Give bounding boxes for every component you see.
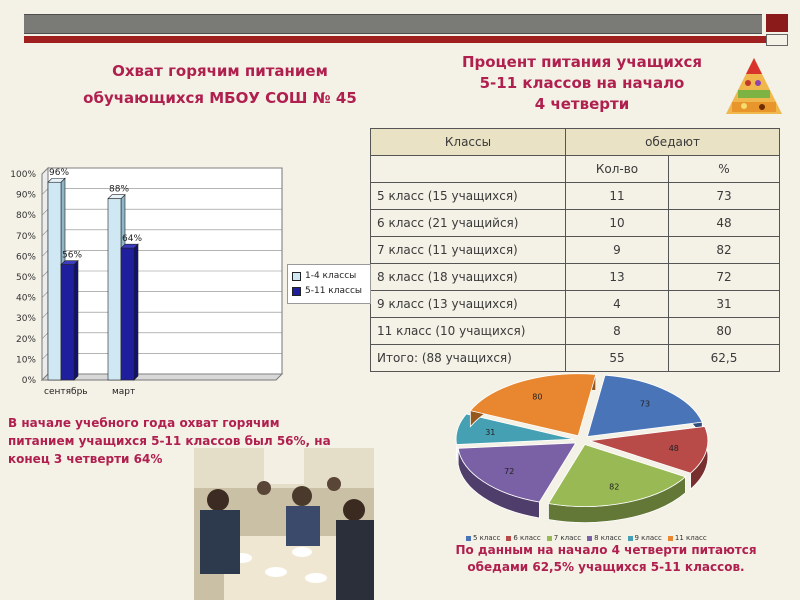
food-pyramid-image [724, 56, 784, 116]
y-tick-label: 80% [15, 211, 36, 222]
pie-legend-item: 8 класс [587, 534, 621, 542]
top-bar-accent [766, 14, 788, 32]
y-tick-label: 60% [15, 252, 36, 263]
left-title-line2: обучающихся МБОУ СОШ № 45 [83, 89, 357, 107]
bar-side [74, 261, 78, 380]
header-eat: обедают [566, 129, 780, 156]
y-tick-label: 100% [10, 170, 36, 180]
left-title-line1: Охват горячим питанием [112, 62, 328, 80]
pie-legend [466, 534, 707, 542]
pie-data-label: 72 [504, 466, 515, 476]
legend-item-5-11: 5-11 классы [292, 285, 362, 297]
table-subheader-row [371, 156, 780, 183]
x-tick-label: сентябрь [44, 387, 88, 397]
bar-data-label: 88% [109, 184, 130, 195]
bar-chart-legend [287, 264, 371, 304]
table-row: 11 класс (10 учащихся) 8 80 [371, 318, 780, 345]
legend-swatch [292, 272, 301, 281]
legend-swatch [292, 287, 301, 296]
bar-chart [0, 150, 290, 410]
header-count: Кол-во [566, 156, 669, 183]
pie-data-label: 73 [639, 399, 651, 409]
left-note: В начале учебного года охват горячим питанием учащихся 5-11 классов был 56%, на конец 3 четверти 64% [8, 416, 331, 466]
bar-data-label: 96% [49, 168, 70, 179]
table-row: 6 класс (21 учащийся) 10 48 [371, 210, 780, 237]
table-row: 7 класс (11 учащихся) 9 82 [371, 237, 780, 264]
pie-data-label: 31 [485, 427, 496, 437]
y-tick-label: 0% [21, 376, 36, 386]
header-red-line [24, 36, 788, 43]
pie-data-label: 82 [609, 482, 620, 492]
pie-chart [432, 370, 732, 540]
bar [61, 265, 74, 380]
top-bar [24, 14, 762, 34]
right-title-line3: 4 четверти [534, 95, 630, 113]
bar-data-label: 56% [62, 250, 83, 261]
left-title [40, 58, 400, 112]
y-tick-label: 40% [15, 293, 36, 304]
bar-data-label: 64% [122, 234, 143, 245]
right-note: По данным на начало 4 четверти питаются обедами 62,5% учащихся 5-11 классов. [455, 543, 757, 574]
bar [121, 248, 134, 380]
right-title [432, 52, 732, 115]
pie-data-label: 80 [532, 392, 543, 402]
y-tick-label: 30% [15, 314, 36, 325]
pie-legend-item: 11 класс [668, 534, 707, 542]
table-row: 8 класс (18 учащихся) 13 72 [371, 264, 780, 291]
bar [48, 182, 61, 380]
y-tick-label: 50% [15, 273, 36, 283]
pie-legend-item: 5 класс [466, 534, 500, 542]
table-total-row [371, 345, 780, 372]
right-title-line2: 5-11 классов на начало [479, 74, 685, 92]
y-tick-label: 20% [15, 334, 36, 345]
bar [108, 199, 121, 380]
table-row: 9 класс (13 учащихся) 4 31 [371, 291, 780, 318]
total-percent: 62,5 [669, 345, 780, 372]
pie-legend-item: 7 класс [547, 534, 581, 542]
total-label: Итого: (88 учащихся) [371, 345, 566, 372]
pie-legend-item: 6 класс [506, 534, 540, 542]
pie-data-label: 48 [668, 443, 679, 453]
y-tick-label: 90% [15, 190, 36, 201]
y-tick-label: 10% [15, 355, 36, 366]
total-count: 55 [566, 345, 669, 372]
x-tick-label: март [112, 387, 136, 397]
nutrition-table [370, 128, 780, 372]
table-header-row [371, 129, 780, 156]
right-title-line1: Процент питания учащихся [461, 53, 703, 71]
bar-side [134, 244, 138, 380]
header-classes: Классы [371, 129, 566, 156]
header-percent: % [669, 156, 780, 183]
table-row: 5 класс (15 учащихся) 11 73 [371, 183, 780, 210]
pie-legend-item: 9 класс [628, 534, 662, 542]
header-accent-box [766, 34, 788, 46]
legend-item-1-4: 1-4 классы [292, 270, 356, 282]
y-tick-label: 70% [15, 231, 36, 242]
canteen-photo [194, 448, 374, 600]
